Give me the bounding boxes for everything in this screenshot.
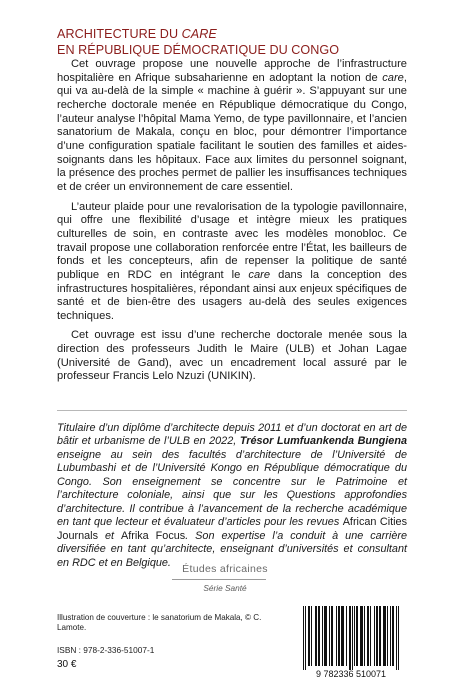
barcode-bar (339, 606, 340, 666)
barcode-bar (309, 606, 310, 666)
isbn: ISBN : 978-2-336-51007-1 (57, 645, 155, 655)
journal-name: African Cities Journals (57, 516, 407, 542)
title-italic-care: CARE (181, 27, 217, 41)
book-title (57, 27, 417, 58)
title-line-2: EN RÉPUBLIQUE DÉMOCRATIQUE DU CONGO (57, 42, 340, 57)
barcode-bar (360, 606, 361, 666)
collection-series: Série Santé (203, 583, 247, 593)
barcode-bar (326, 606, 327, 666)
barcode-bar (383, 606, 384, 666)
summary-paragraph-3: Cet ouvrage est issu d’une recherche doctorale menée sous la direction des professeurs Judith le Maire (ULB) et Johan Lagae (Université de Gand), avec un encadrement local assuré par le professeur Francis Lelo Nzuzi (UNIKIN). (57, 329, 407, 383)
barcode-graphic (293, 604, 409, 680)
collection-name: Études africaines (182, 563, 268, 575)
barcode-bar (357, 606, 358, 666)
barcode-bar (350, 606, 351, 670)
barcode-bar (319, 606, 320, 666)
barcode-bar (380, 606, 381, 666)
barcode-bar (376, 606, 377, 666)
barcode-bar (311, 606, 312, 666)
barcode-bar (362, 606, 363, 666)
barcode-bar (336, 606, 337, 666)
collection-divider (172, 579, 266, 580)
author-name: Trésor Lumfuankenda Bungiena (239, 435, 407, 448)
barcode-bar (308, 606, 309, 666)
barcode-bar (315, 606, 316, 666)
barcode-bar (338, 606, 339, 666)
barcode-bar (349, 606, 350, 670)
barcode-bar (385, 606, 386, 666)
barcode-bar (387, 606, 388, 666)
barcode-bar (341, 606, 342, 666)
barcode-bar (396, 606, 397, 670)
barcode-bar (374, 606, 375, 666)
section-divider (57, 410, 407, 411)
barcode-bar (305, 606, 306, 670)
barcode-bar (303, 606, 304, 670)
barcode-bar (368, 606, 369, 666)
author-biography: Titulaire d’un diplôme d’architecte depuis 2011 et d’un doctorat en art de bâtir et urbanisme de l’ULB en 2022, Trésor Lumfuankenda Bungiena enseigne au sein des facultés d’architecture de l’Université de Lubumbashi et de l’Université Kongo en République démocratique du Congo. Son enseignement se concentre sur le Patrimoine et l’architecture coloniale, ainsi que sur les Questions approfondies d’architecture. Il contribue à l’avancement de la recherche académique en tant que lecteur et évaluateur d’articles pour les revues African Cities Journals et Afrika Focus. Son expertise l’a conduit à une carrière diversifiée en tant qu’architecte, enseignant d’universités et consultant en RDC et en Belgique. (57, 422, 407, 569)
barcode-bar (322, 606, 323, 666)
barcode-bar (325, 606, 326, 666)
barcode-bar (356, 606, 357, 666)
barcode-bar (390, 606, 391, 666)
barcode-bar (393, 606, 394, 666)
price: 30 € (57, 659, 77, 670)
barcode-bar (384, 606, 385, 666)
title-prefix: ARCHITECTURE DU (57, 27, 182, 41)
title-line-1 (57, 27, 417, 43)
barcode-bar (346, 606, 347, 666)
summary-paragraph-1: Cet ouvrage propose une nouvelle approche de l’infrastructure hospitalière en Afrique subsaharienne en adoptant la notion de care, qui va au-delà de la simple « machine à guérir ». S’appuyant sur une recherche doctorale menée en République démocratique du Congo, l’auteur analyse l’hôpital Mama Yemo, de type pavillonnaire, et l’ancien sanatorium de Makala, conçu en bloc, pour démontrer l’importance d’une configuration spatiale facilitant le soutien des familles et aides-soignants dans les hôpitaux. Face aux limites du personnel soignant, la présence des proches permet de pallier les insuffisances techniques et de créer un environnement de care essentiel. (57, 58, 407, 193)
back-cover-summary (57, 58, 407, 384)
barcode-bar (379, 606, 380, 666)
barcode-bar (398, 606, 399, 670)
journal-name: Afrika Focus (120, 529, 186, 542)
barcode-bar (331, 606, 332, 666)
barcode-bar (318, 606, 319, 666)
summary-paragraph-2: L’auteur plaide pour une revalorisation de la typologie pavillonnaire, qui offre une flexibilité d’usage et intègre mieux les pratiques culturelles de soin, en contraste avec les modèles monobloc. Ce travail propose une collaboration renforcée entre l’État, les bailleurs de fonds et les concepteurs, afin de repenser la politique de santé publique en RDC en intégrant le care dans la conception des infrastructures hospitalières, répondant ainsi aux enjeux spécifiques de santé et de bien-être des usagers au-delà des seules exigences techniques. (57, 200, 407, 322)
barcode-bar (342, 606, 343, 666)
barcode-digits: 9 782336 510071 (315, 669, 387, 679)
barcode-bar (329, 606, 330, 666)
barcode-bar (316, 606, 317, 666)
barcode-bar (352, 606, 353, 670)
barcode-bar (332, 606, 333, 666)
barcode-bar (367, 606, 368, 666)
barcode-bar (392, 606, 393, 666)
cover-illustration-credit: Illustration de couverture : le sanatorium de Makala, © C. Lamote. (57, 613, 262, 632)
isbn-barcode (293, 604, 409, 680)
barcode-bar (354, 606, 355, 666)
barcode-bar (370, 606, 371, 666)
barcode-bar (377, 606, 378, 666)
barcode-bar (343, 606, 344, 666)
barcode-bar (364, 606, 365, 666)
barcode-bar (324, 606, 325, 666)
barcode-bar (361, 606, 362, 666)
